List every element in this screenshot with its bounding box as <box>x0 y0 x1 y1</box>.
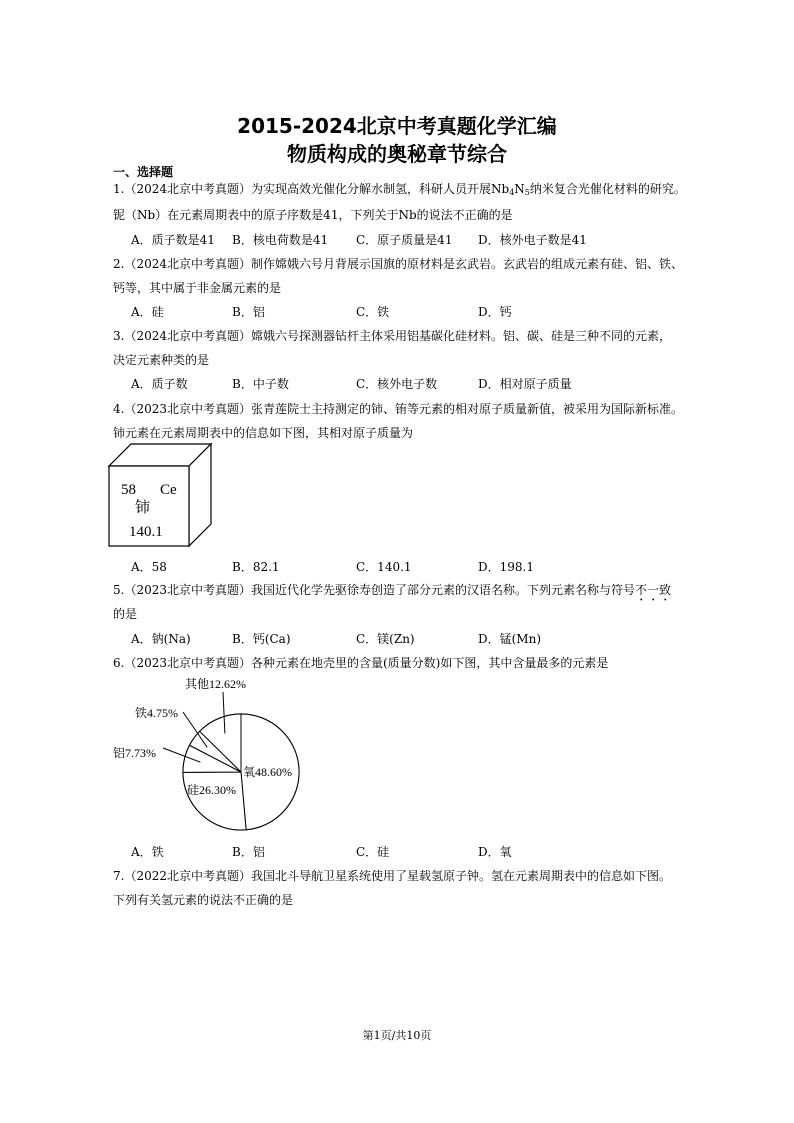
option-c[interactable]: C．140.1 <box>356 560 412 574</box>
question-4-line-1: 4.（2023北京中考真题）张青莲院士主持测定的铈、铕等元素的相对原子质量新值，被采用为国际新标准。 <box>113 402 683 416</box>
pie-label-oxygen: 氧48.60% <box>243 765 292 779</box>
page-footer: 第1页/共10页 <box>362 1029 432 1042</box>
question-3-line-1: 3.（2024北京中考真题）嫦娥六号探测器钻杆主体采用铝基碳化硅材料。铝、碳、硅是三种不同的元素， <box>113 329 671 343</box>
section-heading: 一、选择题 <box>113 165 174 179</box>
option-c[interactable]: C．硅 <box>356 845 390 859</box>
option-c[interactable]: C．镁(Zn) <box>356 632 415 646</box>
question-5-line-1: 5.（2023北京中考真题）我国近代化学先驱徐寿创造了部分元素的汉语名称。下列元素名称与符号不一致 <box>113 583 672 597</box>
option-d[interactable]: D．钙 <box>478 305 512 319</box>
pie-label-other: 其他12.62% <box>185 677 246 691</box>
question-3-line-2: 决定元素种类的是 <box>113 353 210 367</box>
option-a[interactable]: A．质子数 <box>131 377 188 391</box>
option-d[interactable]: D．锰(Mn) <box>478 632 542 646</box>
question-5-line-2: 的是 <box>113 607 138 621</box>
document-title: 2015-2024北京中考真题化学汇编 <box>237 114 557 138</box>
question-1-line-1: 1.（2024北京中考真题）为实现高效光催化分解水制氢，科研人员开展$Nb_4N_5$纳米复合光催化材料的研究。 <box>113 182 686 197</box>
option-c[interactable]: C．核外电子数 <box>356 377 438 391</box>
element-card-figure <box>105 440 217 552</box>
element-symbol: Ce <box>160 482 177 498</box>
option-d[interactable]: D．氧 <box>478 845 512 859</box>
question-4-line-2: 铈元素在元素周期表中的信息如下图，其相对原子质量为 <box>113 426 414 440</box>
option-a[interactable]: A．铁 <box>131 845 164 859</box>
pie-label-aluminum: 铝7.73% <box>113 746 156 760</box>
element-number: 58 <box>121 482 136 498</box>
pie-label-iron: 铁4.75% <box>135 706 178 720</box>
option-b[interactable]: B．铝 <box>232 845 265 859</box>
question-2-line-1: 2.（2024北京中考真题）制作嫦娥六号月背展示国旗的原材料是玄武岩。玄武岩的组成元素有硅、铝、铁、 <box>113 257 683 271</box>
question-7-line-2: 下列有关氢元素的说法不正确的是 <box>113 893 294 907</box>
element-name: 铈 <box>135 500 151 516</box>
element-mass: 140.1 <box>129 524 163 540</box>
option-c[interactable]: C．原子质量是41 <box>356 233 453 247</box>
option-c[interactable]: C．铁 <box>356 305 390 319</box>
option-b[interactable]: B．82.1 <box>232 560 280 574</box>
option-d[interactable]: D．核外电子数是41 <box>478 233 587 247</box>
option-d[interactable]: D．198.1 <box>478 560 534 574</box>
question-7-line-1: 7.（2022北京中考真题）我国北斗导航卫星系统使用了星载氢原子钟。氢在元素周期表中的信息如下图。 <box>113 869 671 883</box>
question-2-line-2: 钙等，其中属于非金属元素的是 <box>113 281 282 295</box>
option-a[interactable]: A．58 <box>131 560 167 574</box>
option-a[interactable]: A．硅 <box>131 305 164 319</box>
crust-composition-pie-chart <box>105 672 315 834</box>
pie-label-silicon: 硅26.30% <box>187 783 236 797</box>
document-subtitle: 物质构成的奥秘章节综合 <box>287 142 507 166</box>
option-a[interactable]: A．钠(Na) <box>131 632 191 646</box>
question-1-line-2: 铌（Nb）在元素周期表中的原子序数是41，下列关于Nb的说法不正确的是 <box>113 208 513 222</box>
option-a[interactable]: A．质子数是41 <box>131 233 215 247</box>
option-b[interactable]: B．钙(Ca) <box>232 632 291 646</box>
option-b[interactable]: B．核电荷数是41 <box>232 233 329 247</box>
question-6-line-1: 6.（2023北京中考真题）各种元素在地壳里的含量(质量分数)如下图，其中含量最多的元素是 <box>113 656 609 670</box>
option-d[interactable]: D．相对原子质量 <box>478 377 572 391</box>
pie-slice-silicon <box>183 772 246 830</box>
option-b[interactable]: B．铝 <box>232 305 265 319</box>
option-b[interactable]: B．中子数 <box>232 377 289 391</box>
